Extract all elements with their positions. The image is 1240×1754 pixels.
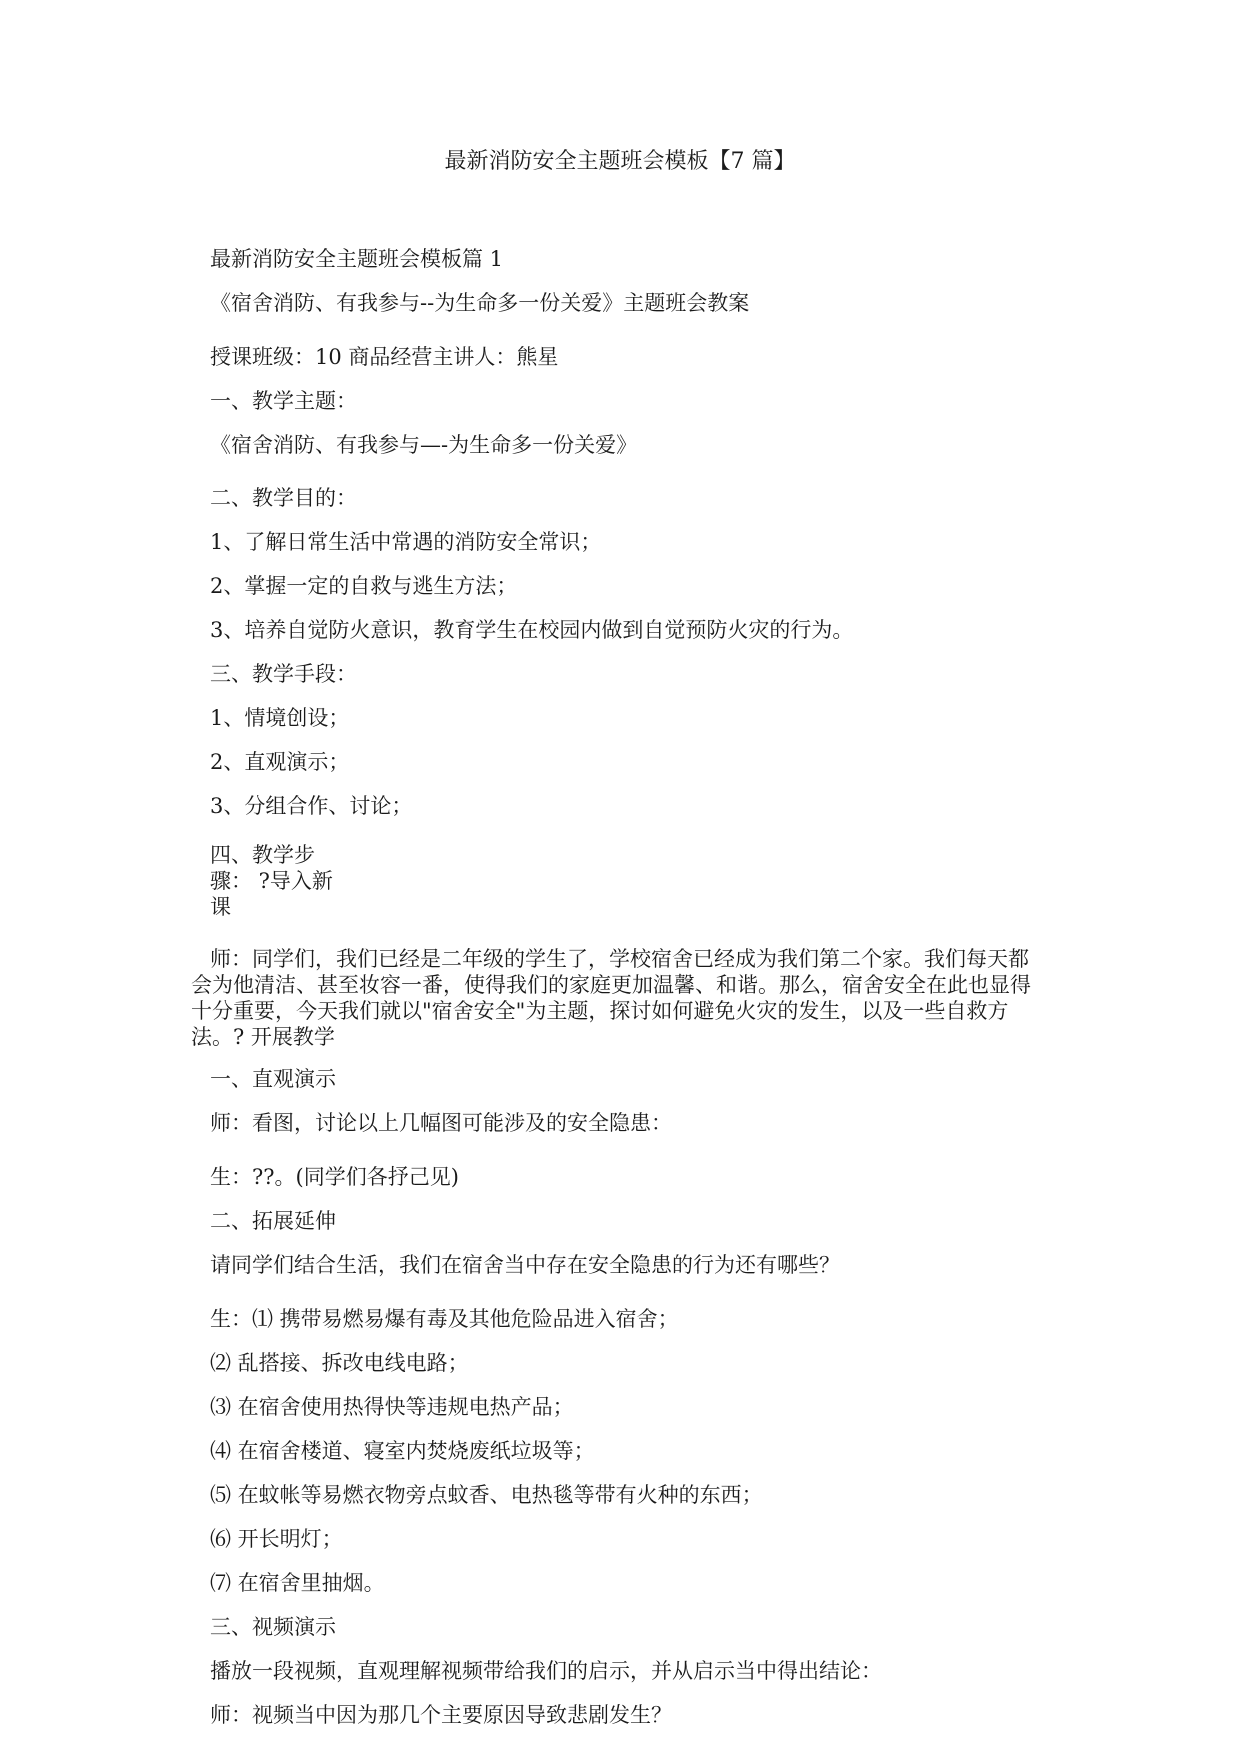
video-instruction: 播放一段视频，直观理解视频带给我们的启示，并从启示当中得出结论：	[210, 1659, 882, 1683]
steps-line-3: 课	[210, 895, 231, 919]
method-item-1: 1、情境创设；	[210, 706, 350, 730]
hazard-item-4: ⑷ 在宿舍楼道、寝室内焚烧废纸垃圾等；	[210, 1439, 595, 1463]
class-info: 授课班级：10 商品经营主讲人：熊星	[210, 345, 559, 369]
intro-paragraph	[191, 946, 1071, 1050]
goal-item-2: 2、掌握一定的自救与逃生方法；	[210, 574, 518, 598]
method-item-3: 3、分组合作、讨论；	[210, 794, 413, 818]
heading-extension: 二、拓展延伸	[210, 1209, 336, 1233]
goal-item-1: 1、了解日常生活中常遇的消防安全常识；	[210, 530, 602, 554]
heading-teaching-methods: 三、教学手段：	[210, 662, 357, 686]
hazard-item-1: 生：⑴ 携带易燃易爆有毒及其他危险品进入宿舍；	[210, 1307, 679, 1331]
intro-line-3: 十分重要，今天我们就以"宿舍安全"为主题，探讨如何避免火灾的发生，以及一些自救方	[191, 999, 1009, 1023]
heading-teaching-steps	[210, 842, 333, 920]
hazard-item-5: ⑸ 在蚊帐等易燃衣物旁点蚊香、电热毯等带有火种的东西；	[210, 1483, 763, 1507]
goal-item-3: 3、培养自觉防火意识，教育学生在校园内做到自觉预防火灾的行为。	[210, 618, 854, 642]
hazard-item-7: ⑺ 在宿舍里抽烟。	[210, 1571, 385, 1595]
heading-teaching-goals: 二、教学目的：	[210, 486, 357, 510]
heading-video-demo: 三、视频演示	[210, 1615, 336, 1639]
question-hazards: 请同学们结合生活，我们在宿舍当中存在安全隐患的行为还有哪些？	[210, 1253, 840, 1277]
teacher-prompt-images: 师：看图，讨论以上几幅图可能涉及的安全隐患：	[210, 1111, 672, 1135]
steps-line-2: 骤： ?导入新	[210, 869, 333, 893]
heading-teaching-theme: 一、教学主题：	[210, 389, 357, 413]
intro-line-2: 会为他清洁、甚至妆容一番，使得我们的家庭更加温馨、和谐。那么，宿舍安全在此也显得	[191, 973, 1031, 997]
method-item-2: 2、直观演示；	[210, 750, 350, 774]
hazard-item-2: ⑵ 乱搭接、拆改电线电路；	[210, 1351, 469, 1375]
teacher-question-video: 师：视频当中因为那几个主要原因导致悲剧发生？	[210, 1703, 672, 1727]
hazard-item-6: ⑹ 开长明灯；	[210, 1527, 343, 1551]
teaching-theme-text: 《宿舍消防、有我参与—-为生命多一份关爱》	[210, 433, 638, 457]
document-title: 最新消防安全主题班会模板【7 篇】	[444, 149, 796, 174]
lesson-plan-title: 《宿舍消防、有我参与--为生命多一份关爱》主题班会教案	[210, 291, 750, 315]
heading-visual-demo: 一、直观演示	[210, 1067, 336, 1091]
student-response: 生：??。(同学们各抒己见)	[210, 1165, 459, 1189]
section-heading-1: 最新消防安全主题班会模板篇 1	[210, 247, 504, 271]
intro-line-1: 师：同学们，我们已经是二年级的学生了，学校宿舍已经成为我们第二个家。我们每天都	[210, 947, 1029, 971]
intro-line-4: 法。? 开展教学	[191, 1025, 335, 1049]
hazard-item-3: ⑶ 在宿舍使用热得快等违规电热产品；	[210, 1395, 574, 1419]
steps-line-1: 四、教学步	[210, 843, 315, 867]
